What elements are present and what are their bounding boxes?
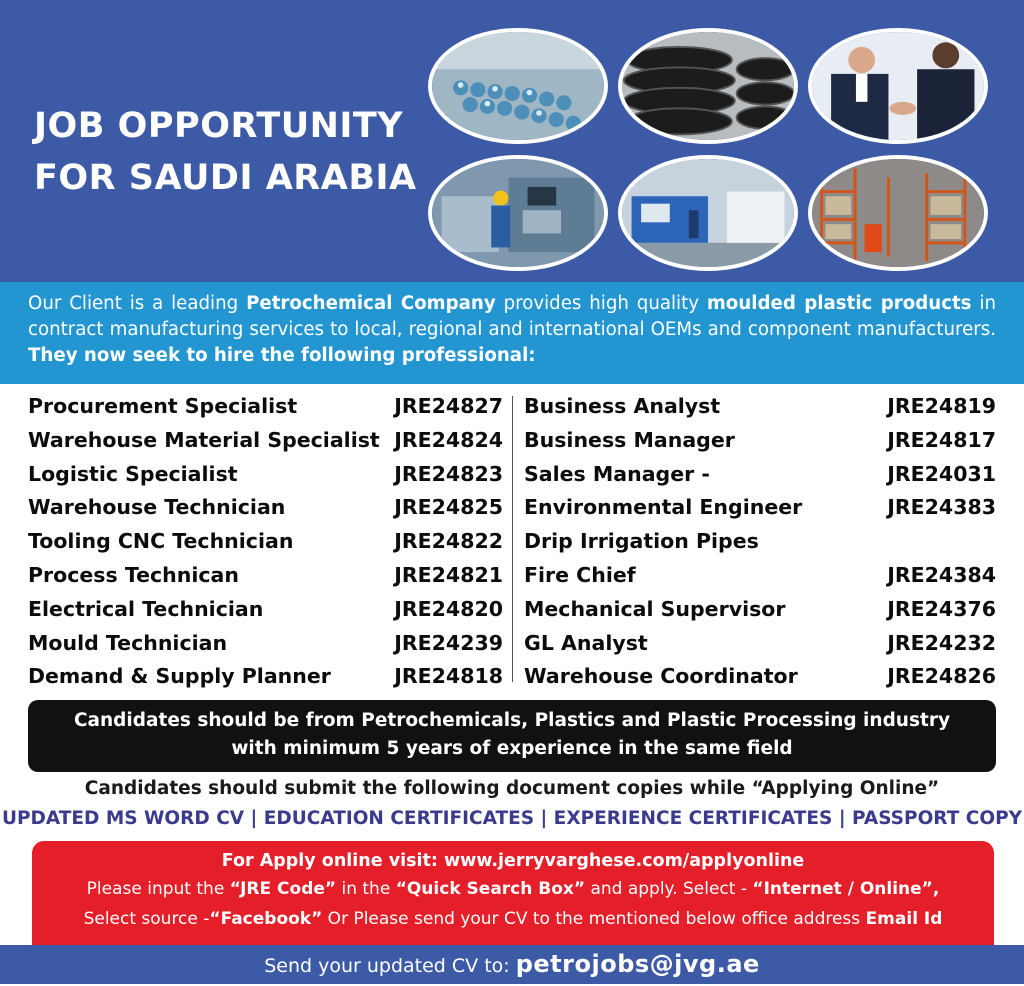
footer-label: Send your updated CV to: [264, 955, 516, 977]
bottle-production-line-photo [428, 28, 608, 144]
job-code: JRE24820 [394, 596, 503, 621]
job-code: JRE24031 [887, 461, 996, 486]
job-title: Electrical Technician [28, 596, 264, 621]
job-code: JRE24384 [887, 562, 996, 587]
intro-text-2: provides high quality [495, 293, 707, 314]
job-row [524, 660, 996, 694]
jobs-list-right [524, 390, 996, 694]
client-description [0, 282, 1024, 384]
job-code: JRE24825 [394, 495, 503, 520]
job-row [524, 491, 996, 525]
requirement-line-2: with minimum 5 years of experience in the same field [231, 738, 793, 759]
job-title: Tooling CNC Technician [28, 529, 294, 554]
job-title: Logistic Specialist [28, 461, 238, 486]
job-code: JRE24823 [394, 461, 503, 486]
apply-text: in the [336, 879, 396, 899]
job-row [28, 424, 503, 458]
intro-text-3: in contract manufacturing services to local, regional and international OEMs and component manufacturers. [28, 293, 996, 340]
documents-intro: Candidates should submit the following document copies while “Applying Online” [84, 778, 940, 799]
requirement-banner [28, 700, 996, 772]
column-divider [512, 396, 513, 682]
job-code: JRE24376 [887, 596, 996, 621]
job-title: Business Manager [524, 427, 735, 452]
job-row [28, 559, 503, 593]
job-row [524, 593, 996, 627]
header-banner [0, 0, 1024, 282]
apply-text: Please input the [86, 879, 230, 899]
apply-bold: “Quick Search Box” [395, 879, 586, 899]
page-title [34, 100, 417, 204]
job-row [28, 660, 503, 694]
footer-contact [0, 945, 1024, 984]
title-line-1: JOB OPPORTUNITY [34, 106, 404, 146]
warehouse-racks-forklift-photo [808, 155, 988, 271]
apply-line-3 [32, 904, 994, 934]
job-row [524, 559, 996, 593]
job-row [524, 627, 996, 661]
intro-text-1: Our Client is a leading [28, 293, 247, 314]
job-title: Warehouse Coordinator [524, 664, 798, 689]
requirement-line-1: Candidates should be from Petrochemicals, Plastics and Plastic Processing industry [73, 710, 951, 731]
job-code: JRE24232 [887, 630, 996, 655]
apply-bold: “Facebook” [209, 909, 323, 929]
job-row [524, 458, 996, 492]
job-code: JRE24239 [394, 630, 503, 655]
job-row [524, 390, 996, 424]
job-title: Warehouse Technician [28, 495, 286, 520]
job-row [28, 491, 503, 525]
apply-bold: Email Id [865, 909, 943, 929]
job-code: JRE24817 [887, 427, 996, 452]
job-title: Business Analyst [524, 394, 721, 418]
job-row [28, 458, 503, 492]
job-code: JRE24827 [394, 394, 503, 418]
cnc-machine-operator-photo [428, 155, 608, 271]
job-row [524, 424, 996, 458]
job-code: JRE24818 [394, 664, 503, 689]
intro-bold-products: moulded plastic products [706, 293, 972, 314]
job-title: Drip Irrigation Pipes [524, 529, 759, 554]
job-code: JRE24821 [394, 562, 503, 587]
job-title: Fire Chief [524, 562, 636, 587]
job-row [28, 390, 503, 424]
job-title: Mechanical Supervisor [524, 596, 786, 621]
apply-line-2 [32, 874, 994, 904]
job-row [28, 525, 503, 559]
job-title: Warehouse Material Specialist [28, 427, 380, 452]
job-title: Environmental Engineer [524, 495, 803, 520]
job-code: JRE24383 [887, 495, 996, 520]
apply-text: Select source - [83, 909, 210, 929]
intro-bold-company: Petrochemical Company [246, 293, 496, 314]
documents-list: UPDATED MS WORD CV | EDUCATION CERTIFICATES | EXPERIENCE CERTIFICATES | PASSPORT COPY [1, 808, 1023, 829]
apply-text: Or Please send your CV to the mentioned below office address [322, 909, 866, 929]
black-pipe-coils-photo [618, 28, 798, 144]
job-title: Procurement Specialist [28, 394, 298, 418]
business-handshake-photo [808, 28, 988, 144]
job-title: Sales Manager - [524, 461, 710, 486]
job-title: Process Technican [28, 562, 239, 587]
intro-bold-seek: They now seek to hire the following professional: [28, 345, 536, 366]
job-code: JRE24822 [394, 529, 503, 554]
apply-online-link[interactable]: For Apply online visit: www.jerryvarghese.com/applyonline [221, 851, 805, 871]
job-code: JRE24824 [394, 427, 503, 452]
injection-molding-plant-photo [618, 155, 798, 271]
apply-bold: “Internet / Online”, [752, 879, 940, 899]
apply-text: and apply. Select - [585, 879, 753, 899]
job-title: Demand & Supply Planner [28, 664, 331, 689]
job-code: JRE24826 [887, 664, 996, 689]
job-title: Mould Technician [28, 630, 228, 655]
apply-instructions [32, 841, 994, 945]
job-row [524, 525, 996, 559]
job-code: JRE24819 [887, 394, 996, 418]
footer-email-link[interactable]: petrojobs@jvg.ae [515, 950, 760, 978]
job-title: GL Analyst [524, 630, 648, 655]
apply-bold: “JRE Code” [229, 879, 337, 899]
jobs-list-left [28, 390, 503, 694]
job-row [28, 593, 503, 627]
title-line-2: FOR SAUDI ARABIA [34, 158, 417, 198]
job-row [28, 627, 503, 661]
